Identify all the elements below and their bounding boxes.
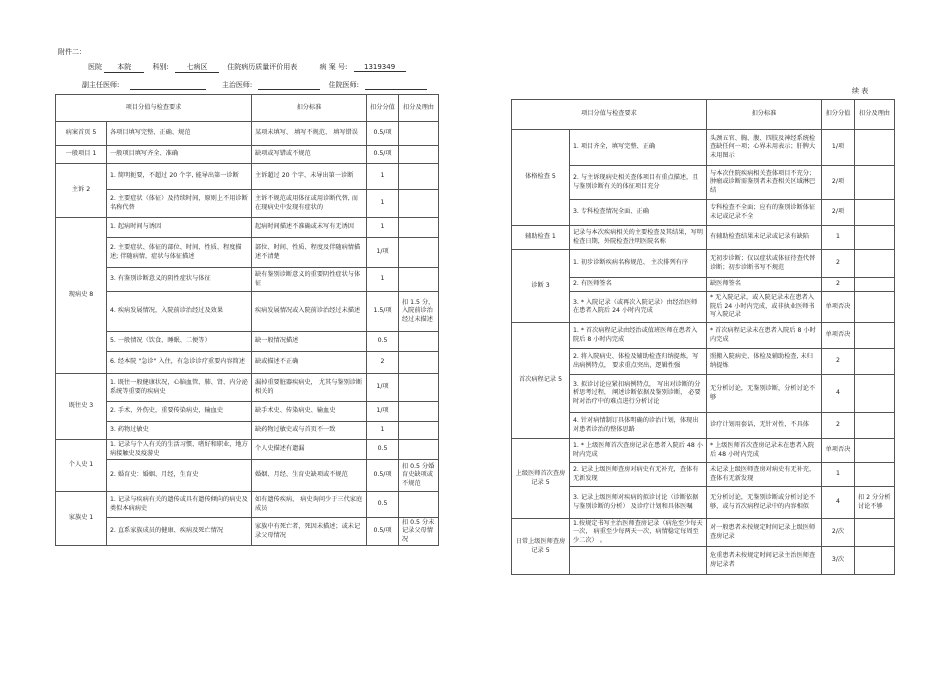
col-header-score: 扣分分值 <box>822 100 855 130</box>
standard-cell: 缺或描述不正确 <box>252 352 367 374</box>
score-cell: 1 <box>367 268 399 292</box>
requirement-cell: 3. 有鉴别诊断意义的阴性症状与体征 <box>107 268 252 292</box>
col-header-item: 项目分值与检查要求 <box>512 100 707 130</box>
reason-cell[interactable] <box>399 190 439 218</box>
table-row <box>512 413 895 439</box>
score-cell: 2 <box>822 250 855 278</box>
score-cell: 单项否决 <box>822 292 855 323</box>
table-row <box>56 238 439 268</box>
table-row <box>56 374 439 402</box>
table-row <box>56 190 439 218</box>
category-cell: 体格检查 5 <box>512 130 570 226</box>
score-cell: 4 <box>822 487 855 519</box>
table-row <box>56 352 439 374</box>
requirement-cell: 3. 药物过敏史 <box>107 422 252 440</box>
standard-cell: * 上级医师首次查房记录未在患者入院后 48 小时内完成 <box>707 439 822 463</box>
requirement-cell: 2. 主要症状（体征）及持续时间，原则上不用诊断名称代替 <box>107 190 252 218</box>
col-header-standard: 扣分标准 <box>252 95 367 122</box>
category-cell: 一般项目 1 <box>56 146 107 164</box>
standard-cell: 主诉不规范或用体征或用诊断代替, 而在现病史中发现有症状的 <box>252 190 367 218</box>
standard-cell: 无初步诊断；仅以症状或体征待查代替诊断；初步诊断书写不规范 <box>707 250 822 278</box>
score-cell: 1.5/项 <box>367 292 399 332</box>
requirement-cell: 2. 直系家族成员的健康、疾病及死亡情况 <box>107 518 252 546</box>
resident-label: 住院医师: <box>328 81 360 89</box>
table-row <box>512 200 895 226</box>
reason-cell[interactable] <box>399 218 439 238</box>
table-row <box>56 518 439 546</box>
table-row <box>512 519 895 547</box>
reason-cell[interactable] <box>399 422 439 440</box>
col-header-item: 项目分值与检查要求 <box>56 95 252 122</box>
requirement-cell <box>570 547 707 575</box>
table-row <box>512 130 895 166</box>
reason-cell[interactable] <box>399 402 439 422</box>
score-cell: 1 <box>367 218 399 238</box>
requirement-cell: 3. * 入院记录（或再次入院记录）由经治医师在患者入院后 24 小时内完成 <box>570 292 707 323</box>
standard-cell: 无分析讨论，无鉴别诊断或分析讨论不够，或与首次病程记录中的内容相似 <box>707 487 822 519</box>
table-row <box>512 439 895 463</box>
reason-cell[interactable] <box>855 375 895 413</box>
col-header-score: 扣分分值 <box>367 95 399 122</box>
category-cell: 上级医师首次查房记录 5 <box>512 439 570 519</box>
score-cell: 0.5/项 <box>367 146 399 164</box>
standard-cell: 部位、时间、性质、程度及伴随病情描述不清楚 <box>252 238 367 268</box>
reason-cell[interactable] <box>399 268 439 292</box>
header-line-2 <box>82 80 427 90</box>
table-row <box>56 292 439 332</box>
standard-cell: 家族中有死亡者，死因未描述；或未记录父母情况 <box>252 518 367 546</box>
continued-label: 续 表 <box>852 87 869 95</box>
standard-cell: 无分析讨论，无鉴别诊断，分析讨论不够 <box>707 375 822 413</box>
reason-cell[interactable] <box>855 463 895 487</box>
reason-cell[interactable] <box>399 352 439 374</box>
standard-cell: 照搬入院病史、体检及辅助检查, 未归纳提炼 <box>707 349 822 375</box>
requirement-cell: 3. 专科检查情况全面、正确 <box>570 200 707 226</box>
table-row <box>56 268 439 292</box>
record-number: 1319349 <box>354 63 406 72</box>
col-header-reason: 扣分及理由 <box>399 95 439 122</box>
form-title: 住院病历质量评价用表 <box>227 63 298 71</box>
reason-cell[interactable] <box>399 164 439 190</box>
reason-cell[interactable] <box>855 292 895 323</box>
score-cell: 2/次 <box>822 519 855 547</box>
requirement-cell: 1. 起病时间与诱因 <box>107 218 252 238</box>
table-row <box>56 164 439 190</box>
standard-cell: * 无入院记录，或入院记录未在患者入院后 24 小时内完成，或非执业医师书写入院记录 <box>707 292 822 323</box>
table-row <box>512 226 895 250</box>
standard-cell: * 首次病程记录未在患者入院后 8 小时内完成 <box>707 323 822 349</box>
requirement-cell: 4. 针对病情制订具体明确的诊治计划，体现出对患者诊治的整体思路 <box>570 413 707 439</box>
evaluation-table-left <box>55 94 439 546</box>
requirement-cell: 5. 一般情况（饮食、睡眠、二便等） <box>107 332 252 352</box>
standard-cell: 个人史描述有遗漏 <box>252 440 367 460</box>
score-cell: 0.5 <box>367 440 399 460</box>
requirement-cell: 1. 初步诊断疾病名称规范、 主次排列有序 <box>570 250 707 278</box>
score-cell: 单项否决 <box>822 323 855 349</box>
score-cell: 1 <box>822 226 855 250</box>
standard-cell: 专科检查不全面；应有的鉴别诊断体征未记或记录不全 <box>707 200 822 226</box>
hospital-label: 医院 <box>88 63 102 71</box>
table-row <box>56 218 439 238</box>
category-cell: 诊断 3 <box>512 250 570 323</box>
attending-label: 主治医师: <box>221 81 253 89</box>
reason-cell[interactable] <box>399 332 439 352</box>
standard-cell: 缺一般情况描述 <box>252 332 367 352</box>
requirement-cell: 2. 记录上级医师查房对病史有无补充，查体有无新发现 <box>570 463 707 487</box>
score-cell: 2 <box>822 413 855 439</box>
deputy-chief-field[interactable] <box>130 81 206 90</box>
score-cell: 2/项 <box>822 200 855 226</box>
table-row <box>56 146 439 164</box>
reason-cell[interactable] <box>399 238 439 268</box>
reason-cell[interactable]: 扣 0.5 分婚育史缺项或不规范 <box>399 460 439 492</box>
standard-cell: 与本次住院疾病相关查体项目不充分；肿瘤或诊断需鉴别者未查相关区域淋巴结 <box>707 166 822 200</box>
category-cell: 日常上级医师查房记录 5 <box>512 519 570 575</box>
score-cell: 2/项 <box>822 166 855 200</box>
requirement-cell: 一般项目填写齐全、准确 <box>107 146 252 164</box>
reason-cell[interactable] <box>855 130 895 166</box>
evaluation-table-right <box>511 99 895 575</box>
score-cell: 1 <box>367 190 399 218</box>
score-cell: 1 <box>367 422 399 440</box>
requirement-cell: 1. * 首次病程记录由经治或值班医师在患者入院后 8 小时内完成 <box>570 323 707 349</box>
table-row <box>512 463 895 487</box>
reason-cell[interactable] <box>855 413 895 439</box>
standard-cell: 起病时间描述不准确或未写有无诱因 <box>252 218 367 238</box>
category-cell: 现病史 8 <box>56 218 107 374</box>
standard-cell: 有辅助检查结果未记录或记录有缺陷 <box>707 226 822 250</box>
standard-cell: 未记录上级医师查房对病史有无补充，查体有无新发现 <box>707 463 822 487</box>
table-row <box>512 292 895 323</box>
score-cell: 单项否决 <box>822 439 855 463</box>
category-cell: 既往史 3 <box>56 374 107 440</box>
reason-cell[interactable] <box>855 166 895 200</box>
standard-cell: 缺药物过敏史或与首页不一致 <box>252 422 367 440</box>
requirement-cell: 3. 拟诊讨论应紧扣病例特点， 写出对诊断的分析思考过程， 阐述诊断依据及鉴别诊断， 必要时对治疗中的难点进行分析讨论 <box>570 375 707 413</box>
requirement-cell: 1. 记录与个人有关的生活习惯、嗜好和职业，地方病接触史及疫游史 <box>107 440 252 460</box>
resident-field[interactable] <box>365 81 427 90</box>
table-row <box>512 487 895 519</box>
ward-value: 七病区 <box>175 62 219 73</box>
score-cell: 0.5 <box>367 332 399 352</box>
score-cell: 2 <box>822 278 855 292</box>
table-row <box>56 422 439 440</box>
header-line-1 <box>88 62 406 73</box>
col-header-standard: 扣分标准 <box>707 100 822 130</box>
table-row <box>56 402 439 422</box>
annex-label: 附件二： <box>58 48 86 56</box>
table-row <box>56 460 439 492</box>
standard-cell: 缺医师签名 <box>707 278 822 292</box>
reason-cell[interactable] <box>855 226 895 250</box>
requirement-cell: 2. 将入院病史、体检及辅助检查归纳提炼，写出病例特点， 要求重点突出，逻辑性强 <box>570 349 707 375</box>
score-cell: 3/次 <box>822 547 855 575</box>
table-row <box>56 122 439 146</box>
standard-cell: 对一般患者未按规定时间记录上级医师查房记录 <box>707 519 822 547</box>
reason-cell[interactable]: 扣 1.5 分，入院前诊治经过未描述 <box>399 292 439 332</box>
standard-cell: 如有遗传疾病， 病史询问少于三代家庭成员 <box>252 492 367 518</box>
dept-label: 科别: <box>152 63 169 71</box>
score-cell: 1/项 <box>367 374 399 402</box>
category-cell: 辅助检查 1 <box>512 226 570 250</box>
category-cell: 个人史 1 <box>56 440 107 492</box>
table-row <box>512 375 895 413</box>
score-cell: 2 <box>822 349 855 375</box>
score-cell: 1/项 <box>822 130 855 166</box>
table-row <box>512 547 895 575</box>
record-label: 病 案 号: <box>319 63 348 71</box>
score-cell: 0.5/项 <box>367 460 399 492</box>
reason-cell[interactable] <box>855 323 895 349</box>
standard-cell: 婚姻、月经、生育史缺项或不规范 <box>252 460 367 492</box>
score-cell: 4 <box>822 375 855 413</box>
requirement-cell: 2. 婚育史：婚姻、月经，生育史 <box>107 460 252 492</box>
requirement-cell: 1. 项目齐全，填写完整、正确 <box>570 130 707 166</box>
requirement-cell: 4. 疾病发展情况，入院前诊治经过及效果 <box>107 292 252 332</box>
standard-cell: 危重患者未按规定时间记录主治医师查房记录者 <box>707 547 822 575</box>
deputy-chief-label: 副主任医师: <box>82 81 120 89</box>
requirement-cell: 2. 有医师签名 <box>570 278 707 292</box>
table-row <box>56 440 439 460</box>
standard-cell: 诊疗计划用套话，无针对性，不具体 <box>707 413 822 439</box>
score-cell: 1/项 <box>367 402 399 422</box>
reason-cell[interactable] <box>855 349 895 375</box>
table-row <box>56 332 439 352</box>
reason-cell[interactable] <box>855 547 895 575</box>
table-row <box>512 278 895 292</box>
reason-cell[interactable] <box>399 440 439 460</box>
reason-cell[interactable] <box>855 200 895 226</box>
table-row <box>512 349 895 375</box>
standard-cell: 缺手术史、传染病史、输血史 <box>252 402 367 422</box>
requirement-cell: 3. 记录上级医师对疾病的拟诊讨论（诊断依据与鉴别诊断的分析） 及诊疗计划和具体医嘱 <box>570 487 707 519</box>
requirement-cell: 各项目填写完整、正确、规范 <box>107 122 252 146</box>
reason-cell[interactable] <box>855 250 895 278</box>
requirement-cell: 记录与本次疾病相关的主要检查及其结果，写明检查日期，外院检查注明医院名称 <box>570 226 707 250</box>
requirement-cell: 2. 手术、外伤史，重要传染病史，输血史 <box>107 402 252 422</box>
requirement-cell: 6. 经本院 "急诊" 入住，有急诊诊疗重要内容简述 <box>107 352 252 374</box>
table-row <box>512 323 895 349</box>
standard-cell: 疾病发展情况或入院前诊治经过未描述 <box>252 292 367 332</box>
standard-cell: 缺项或写错或不规范 <box>252 146 367 164</box>
score-cell: 0.5/项 <box>367 122 399 146</box>
table-row <box>512 166 895 200</box>
reason-cell[interactable] <box>399 146 439 164</box>
table-row <box>512 250 895 278</box>
score-cell: 0.5/项 <box>367 518 399 546</box>
standard-cell: 某项未填写、 填写不规范、 填写错误 <box>252 122 367 146</box>
requirement-cell: 2. 与主诉现病史相关查体项目有重点描述，且与鉴别诊断有关的体征项目充分 <box>570 166 707 200</box>
score-cell: 1 <box>367 164 399 190</box>
category-cell: 首次病程记录 5 <box>512 323 570 439</box>
score-cell: 2 <box>367 352 399 374</box>
standard-cell: 主诉超过 20 个字、未导出第一诊断 <box>252 164 367 190</box>
standard-cell: 缺有鉴别诊断意义的重要阴性症状与体征 <box>252 268 367 292</box>
requirement-cell: 1. * 上级医师首次查房记录在患者入院后 48 小时内完成 <box>570 439 707 463</box>
attending-field[interactable] <box>258 81 320 90</box>
score-cell: 1 <box>822 463 855 487</box>
reason-cell[interactable] <box>855 278 895 292</box>
col-header-reason: 扣分及理由 <box>855 100 895 130</box>
reason-cell[interactable] <box>855 439 895 463</box>
category-cell: 家族史 1 <box>56 492 107 546</box>
requirement-cell: 2. 主要症状、体征的部位、时间、性质、程度描述; 伴随病情，症状与体征描述 <box>107 238 252 268</box>
requirement-cell: 1. 既往一般健康状况，心脑血管、肺、肾、内分泌系统等重要的疾病史 <box>107 374 252 402</box>
score-cell: 1/项 <box>367 238 399 268</box>
reason-cell[interactable] <box>855 519 895 547</box>
requirement-cell: 1.按规定书写主治医师查房记录（病危至少每天一次， 病重至少每两天一次，病情稳定每周至少二次） 。 <box>570 519 707 547</box>
requirement-cell: 1. 记录与疾病有关的遗传或具有遗传倾向的病史及类似本病病史 <box>107 492 252 518</box>
reason-cell[interactable] <box>399 492 439 518</box>
standard-cell: 漏掉重要脏器疾病史， 尤其与鉴别诊断相关的 <box>252 374 367 402</box>
hospital-value: 本院 <box>104 62 144 73</box>
requirement-cell: 1. 简明扼要，不超过 20 个字, 能导出第一诊断 <box>107 164 252 190</box>
reason-cell[interactable]: 扣 0.5 分未记录父母情况 <box>399 518 439 546</box>
reason-cell[interactable] <box>399 374 439 402</box>
category-cell: 病案首页 5 <box>56 122 107 146</box>
table-row <box>56 492 439 518</box>
category-cell: 主诉 2 <box>56 164 107 218</box>
score-cell: 0.5 <box>367 492 399 518</box>
standard-cell: 头颈五官、胸、腹、四肢及神经系统检查缺任何一项；心界未用表示；肝脾大未用图示 <box>707 130 822 166</box>
reason-cell[interactable] <box>399 122 439 146</box>
reason-cell[interactable]: 扣 2 分分析讨论不够 <box>855 487 895 519</box>
